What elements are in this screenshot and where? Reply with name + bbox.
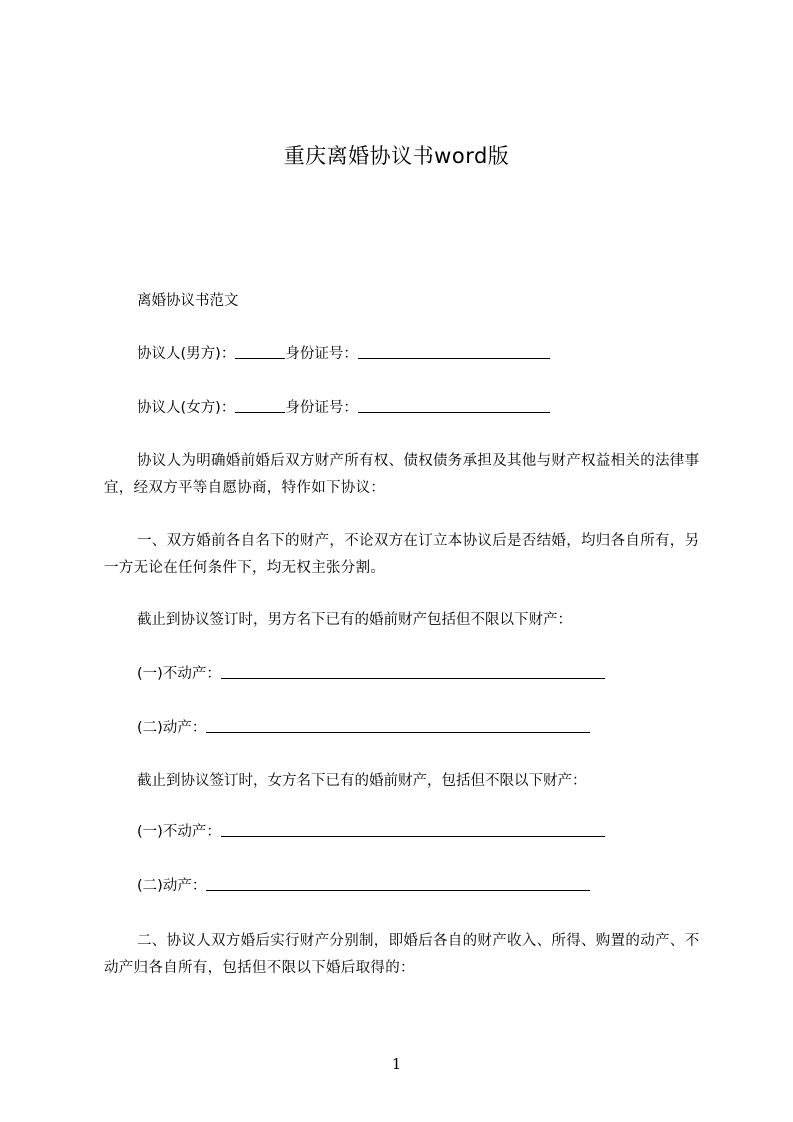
party-male-id-label: 身份证号： [285, 346, 358, 362]
intro-paragraph: 协议人为明确婚前婚后双方财产所有权、债权债务承担及其他与财产权益相关的法律事宜，经双方平等自愿协商，特作如下协议： [104, 453, 700, 496]
party-male-line [137, 343, 550, 365]
document-subtitle: 离婚协议书范文 [137, 293, 239, 309]
party-male-label: 协议人(男方)： [137, 346, 236, 362]
male-movables-label: (二)动产： [137, 720, 207, 736]
male-movables-blank [206, 718, 590, 733]
party-female-id-label: 身份证号： [285, 400, 358, 416]
document-title: 重庆离婚协议书word版 [283, 144, 510, 168]
male-assets-heading: 截止到协议签订时，男方名下已有的婚前财产包括但不限以下财产： [137, 612, 572, 628]
female-real-estate-label: (一)不动产： [137, 824, 221, 840]
page-number: 1 [391, 1055, 402, 1073]
party-male-id-blank [358, 344, 550, 359]
female-movables-label: (二)动产： [137, 878, 207, 894]
male-movables-line [137, 717, 590, 739]
female-real-estate-blank [221, 822, 605, 837]
male-real-estate-blank [221, 664, 605, 679]
party-female-name-blank [235, 398, 285, 413]
party-female-label: 协议人(女方)： [137, 400, 236, 416]
male-real-estate-label: (一)不动产： [137, 666, 221, 682]
party-male-name-blank [235, 344, 285, 359]
party-female-line [137, 397, 550, 419]
clause-1-paragraph: 一、双方婚前各自名下的财产，不论双方在订立本协议后是否结婚，均归各自所有，另一方无论在任何条件下，均无权主张分割。 [104, 533, 700, 576]
female-movables-line [137, 875, 590, 897]
party-female-id-blank [358, 398, 550, 413]
clause-2-paragraph: 二、协议人双方婚后实行财产分别制，即婚后各自的财产收入、所得、购置的动产、不动产归各自所有，包括但不限以下婚后取得的： [104, 933, 700, 976]
female-assets-heading: 截止到协议签订时，女方名下已有的婚前财产，包括但不限以下财产： [137, 773, 587, 789]
male-real-estate-line [137, 663, 605, 685]
female-movables-blank [206, 876, 590, 891]
female-real-estate-line [137, 821, 605, 843]
